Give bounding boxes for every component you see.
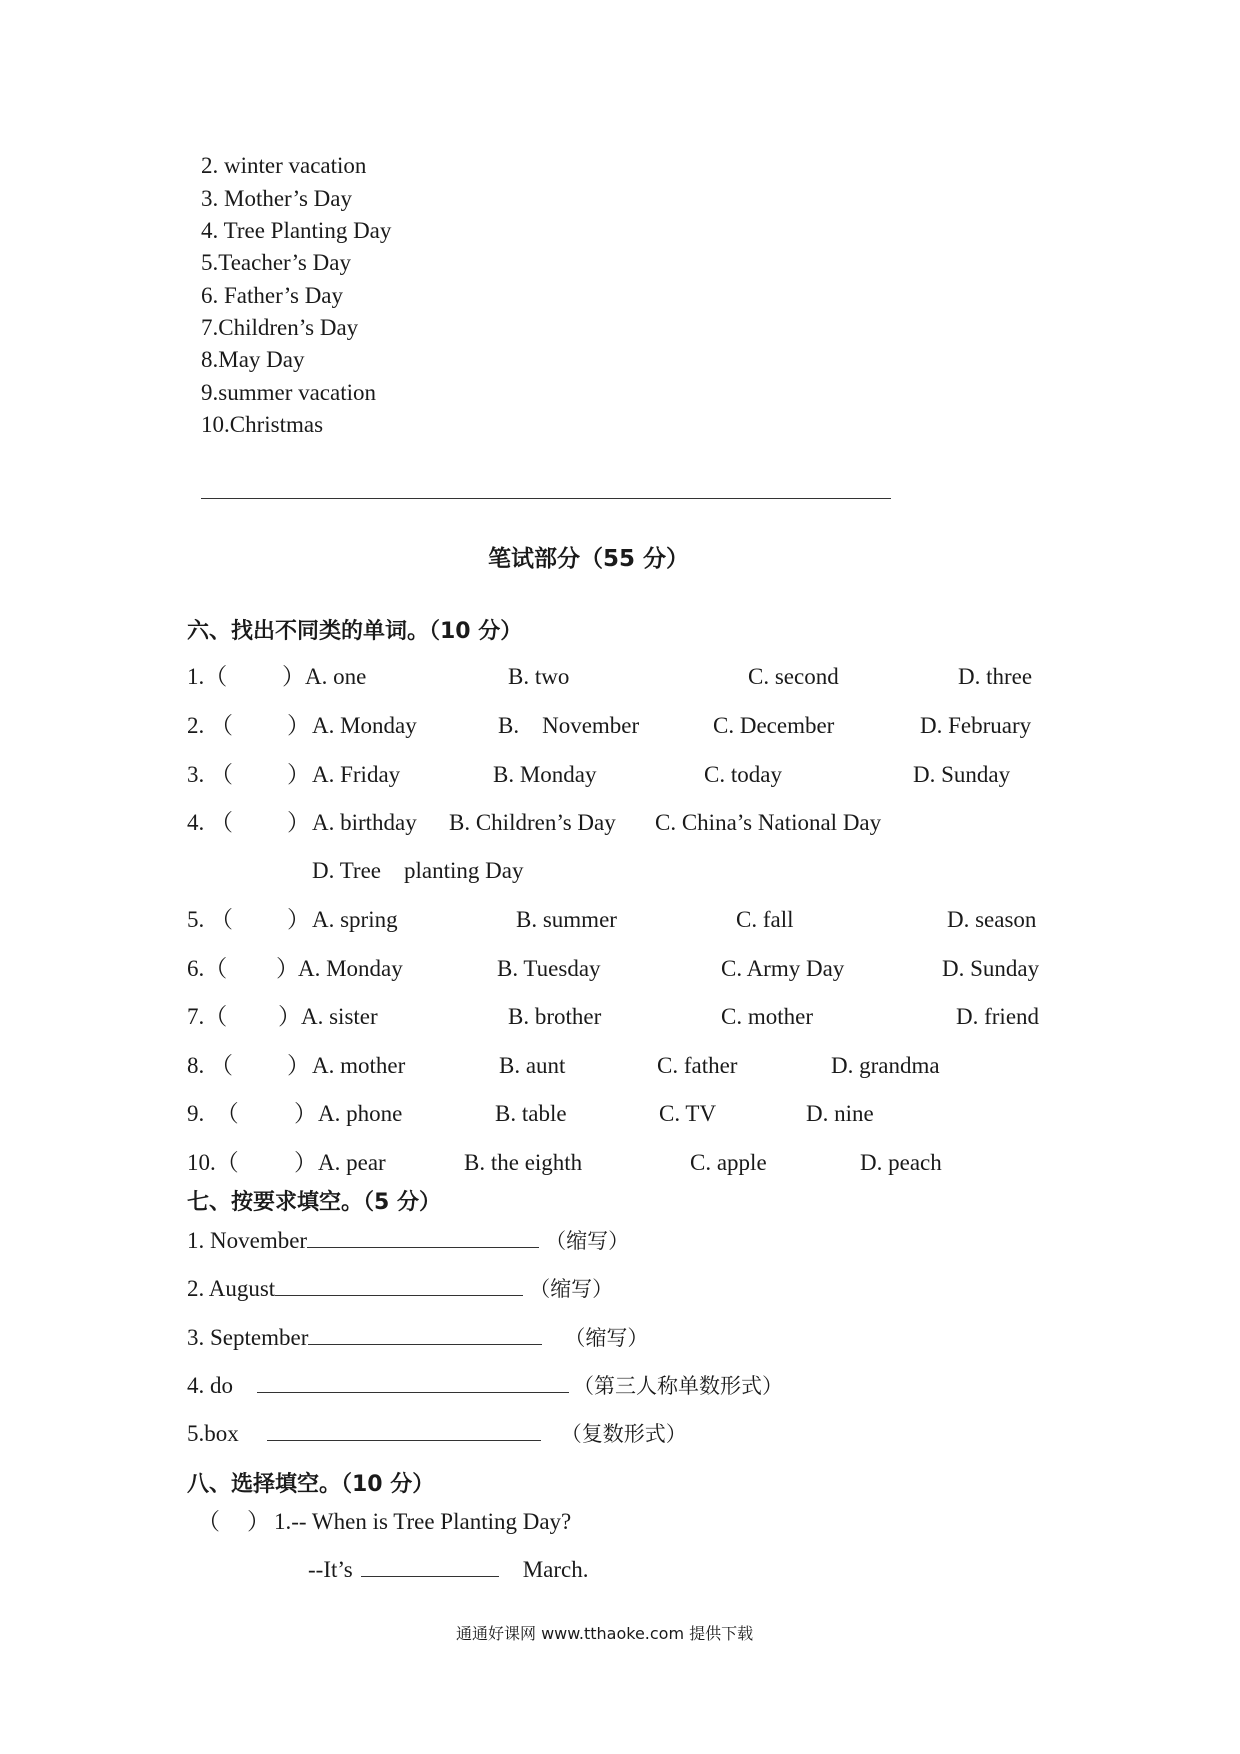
answer-blank[interactable] [361, 1556, 499, 1577]
fill-item-note: （第三人称单数形式） [573, 1374, 783, 1398]
question-number: 9. （ [187, 1101, 239, 1126]
option-d: D. grandma [831, 1053, 940, 1078]
option-d: D. peach [860, 1150, 942, 1175]
option-a: A. mother [312, 1053, 406, 1078]
answer-paren-close: ） [278, 1004, 301, 1029]
answer-paren-close: ） [287, 810, 310, 835]
answer-paren-close: ） [294, 1150, 317, 1175]
option-d: D. Tree planting Day [312, 858, 524, 883]
question-number: 4. （ [187, 810, 233, 835]
fill-item [187, 1324, 648, 1352]
fill-item-note: （复数形式） [560, 1422, 687, 1446]
question-number: 6.（ [187, 956, 228, 981]
question-number: 1.（ [187, 664, 228, 689]
option-c: C. apple [690, 1150, 767, 1175]
question-number: 3. （ [187, 762, 233, 787]
option-d: D. friend [956, 1004, 1040, 1029]
answer-blank[interactable] [307, 1227, 539, 1248]
list-item: 6. Father’s Day [201, 283, 344, 308]
option-b: B. November [498, 713, 640, 738]
option-b: B. the eighth [464, 1150, 583, 1175]
question-text: 1.-- When is Tree Planting Day? [274, 1509, 572, 1534]
question-number: 7.（ [187, 1004, 228, 1029]
fill-item [187, 1420, 687, 1448]
option-c: C. fall [736, 907, 794, 932]
option-c: C. December [713, 713, 835, 738]
list-item: 10.Christmas [201, 412, 324, 437]
list-item: 3. Mother’s Day [201, 186, 352, 211]
option-a: A. phone [318, 1101, 403, 1126]
option-a: A. spring [312, 907, 398, 932]
question-number: 8. （ [187, 1053, 233, 1078]
list-item: 7.Children’s Day [201, 315, 359, 340]
option-b: B. aunt [499, 1053, 566, 1078]
option-c: C. China’s National Day [655, 810, 882, 835]
fill-item-word: 4. do [187, 1373, 233, 1398]
written-part-title: 笔试部分（55 分） [488, 546, 690, 572]
answer-paren-open: （ [197, 1509, 220, 1534]
answer-blank[interactable] [275, 1275, 523, 1296]
answer-suffix: March. [522, 1557, 589, 1582]
fill-item-word: 3. September [187, 1325, 309, 1350]
option-d: D. season [947, 907, 1037, 932]
fill-item-word: 1. November [187, 1228, 308, 1253]
option-b: B. Tuesday [497, 956, 601, 981]
option-c: C. TV [659, 1101, 717, 1126]
answer-blank[interactable] [308, 1324, 542, 1345]
fill-item-note: （缩写） [529, 1277, 614, 1301]
option-b: B. Children’s Day [449, 810, 616, 835]
fill-item [187, 1275, 613, 1303]
option-b: B. brother [508, 1004, 602, 1029]
fill-item [187, 1227, 629, 1255]
option-b: B. summer [516, 907, 617, 932]
list-item: 4. Tree Planting Day [201, 218, 392, 243]
section-8-heading: 八、选择填空。（10 分） [187, 1472, 435, 1497]
option-c: C. Army Day [721, 956, 845, 981]
answer-prefix: --It’s [308, 1557, 353, 1582]
list-item: 2. winter vacation [201, 153, 367, 178]
answer-paren-close: ） [294, 1101, 317, 1126]
fill-item-word: 2. August [187, 1276, 276, 1301]
footer-credit: 通通好课网 www.tthaoke.com 提供下载 [456, 1624, 754, 1643]
option-c: C. father [657, 1053, 738, 1078]
option-a: A. Friday [312, 762, 401, 787]
option-c: C. second [748, 664, 839, 689]
option-a: A. Monday [312, 713, 417, 738]
option-b: B. Monday [493, 762, 597, 787]
list-item: 5.Teacher’s Day [201, 250, 351, 275]
question-number: 5. （ [187, 907, 233, 932]
option-d: D. Sunday [913, 762, 1011, 787]
answer-paren-close: ） [282, 664, 305, 689]
fill-item-note: （缩写） [545, 1229, 630, 1253]
list-item: 8.May Day [201, 347, 305, 372]
question-number: 10.（ [187, 1150, 239, 1175]
option-d: D. nine [806, 1101, 874, 1126]
list-item: 9.summer vacation [201, 380, 377, 405]
option-c: C. today [704, 762, 782, 787]
option-b: B. two [508, 664, 570, 689]
fill-item [187, 1372, 783, 1400]
answer-paren-close: ） [287, 1053, 310, 1078]
option-a: A. one [305, 664, 367, 689]
answer-line [308, 1556, 589, 1584]
option-a: A. birthday [312, 810, 417, 835]
answer-paren-close: ） [287, 907, 310, 932]
option-a: A. sister [301, 1004, 378, 1029]
answer-blank[interactable] [257, 1372, 569, 1393]
answer-paren-close: ） [247, 1509, 270, 1534]
fill-item-note: （缩写） [564, 1326, 649, 1350]
option-b: B. table [495, 1101, 567, 1126]
answer-blank[interactable] [267, 1420, 541, 1441]
option-d: D. February [920, 713, 1032, 738]
answer-paren-close: ） [287, 762, 310, 787]
option-d: D. three [958, 664, 1033, 689]
question-number: 2. （ [187, 713, 233, 738]
fill-item-word: 5.box [187, 1421, 239, 1446]
option-c: C. mother [721, 1004, 813, 1029]
answer-paren-close: ） [287, 713, 310, 738]
section-divider [201, 498, 891, 499]
option-d: D. Sunday [942, 956, 1040, 981]
answer-paren-close: ） [276, 956, 299, 981]
option-a: A. Monday [298, 956, 403, 981]
section-7-heading: 七、按要求填空。（5 分） [187, 1190, 441, 1215]
section-6-heading: 六、找出不同类的单词。（10 分） [187, 619, 523, 644]
option-a: A. pear [318, 1150, 386, 1175]
